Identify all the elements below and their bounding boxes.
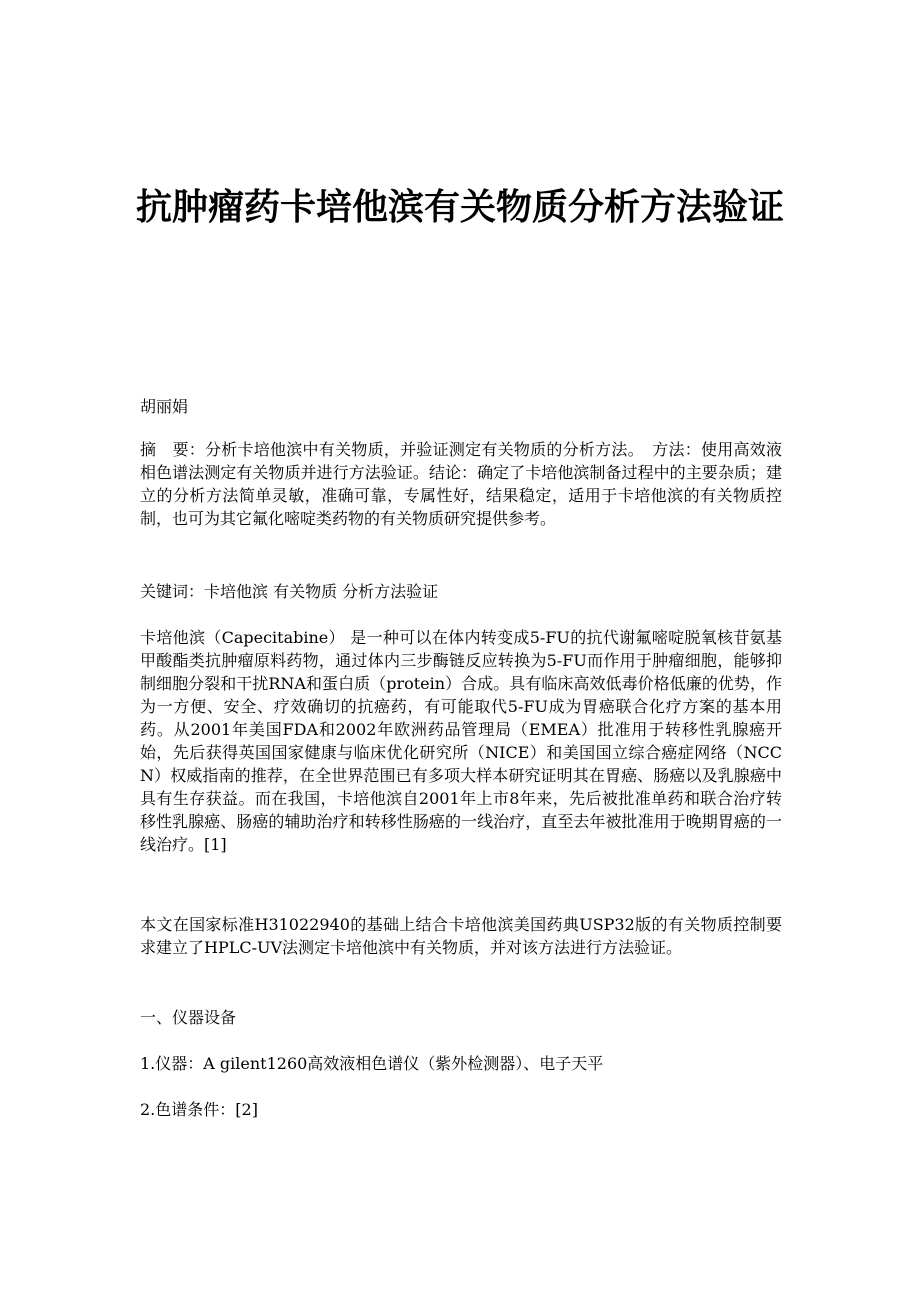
document-title: 抗肿瘤药卡培他滨有关物质分析方法验证 xyxy=(135,186,784,228)
intro-paragraph: 卡培他滨（Capecitabine） 是一种可以在体内转变成5-FU的抗代谢氟嘧啶脱氧核苷氨基甲酸酯类抗肿瘤原料药物，通过体内三步酶链反应转换为5-FU而作用于肿瘤细胞，能够抑制细胞分裂和干扰RNA和蛋白质（protein）合成。具有临床高效低毒价格低廉的优势，作为一方便、安全、疗效确切的抗癌药，有可能取代5-FU成为胃癌联合化疗方案的基本用药。从2001年美国FDA和2002年欧洲药品管理局（EMEA）批准用于转移性乳腺癌开始，先后获得英国国家健康与临床优化研究所（NICE）和美国国立综合癌症网络（NCCN）权威指南的推荐，在全世界范围已有多项大样本研究证明其在胃癌、肠癌以及乳腺癌中具有生存获益。而在我国，卡培他滨自2001年上市8年来，先后被批准单药和联合治疗转移性乳腺癌、肠癌的辅助治疗和转移性肠癌的一线治疗，直至去年被批准用于晚期胃癌的一线治疗。[1] xyxy=(140,628,782,854)
purpose-paragraph: 本文在国家标准H31022940的基础上结合卡培他滨美国药典USP32版的有关物质控制要求建立了HPLC-UV法测定卡培他滨中有关物质，并对该方法进行方法验证。 xyxy=(140,915,782,957)
keywords-line: 关键词：卡培他滨 有关物质 分析方法验证 xyxy=(140,582,439,601)
chromatography-item: 2.色谱条件：[2] xyxy=(140,1100,258,1119)
instrument-item: 1.仪器：A gilent1260高效液相色谱仪（紫外检测器）、电子天平 xyxy=(140,1054,604,1073)
abstract-paragraph: 摘 要：分析卡培他滨中有关物质，并验证测定有关物质的分析方法。 方法：使用高效液相色谱法测定有关物质并进行方法验证。结论：确定了卡培他滨制备过程中的主要杂质；建立的分析方法简单灵敏，准确可靠，专属性好，结果稳定，适用于卡培他滨的有关物质控制，也可为其它氟化嘧啶类药物的有关物质研究提供参考。 xyxy=(140,440,782,528)
author-name: 胡丽娟 xyxy=(140,397,189,416)
section-heading: 一、仪器设备 xyxy=(140,1008,237,1027)
